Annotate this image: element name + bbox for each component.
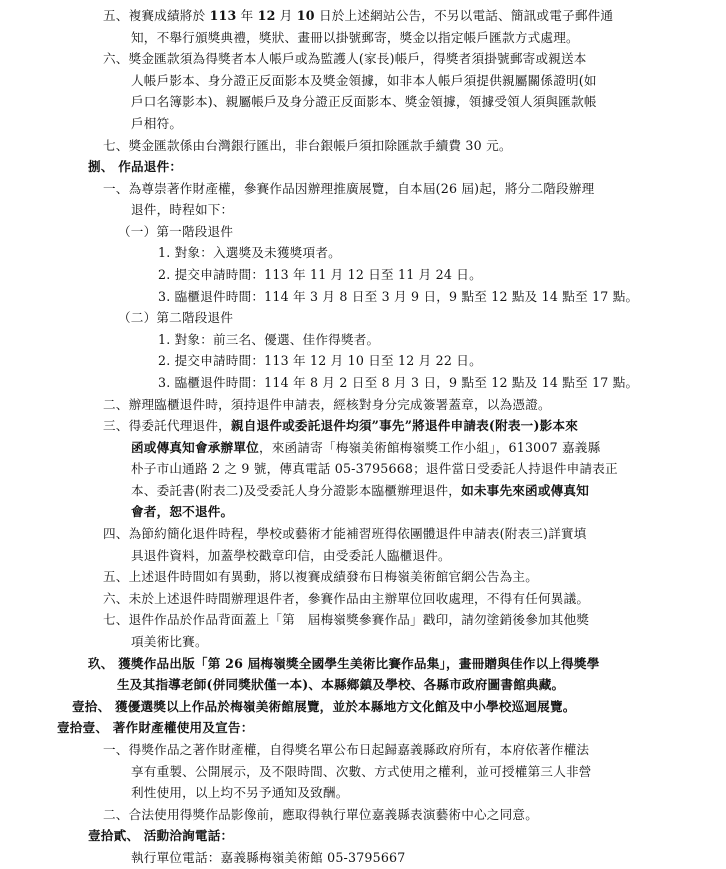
sec8-item-5: 五、上述退件時間如有異動，將以複賽成績發布日梅嶺美術館官網公告為主。 — [103, 569, 538, 584]
sec8-item-3-line-4: 本、委託書(附表二)及受委託人身分證影本臨櫃辦理退件，如未事先來函或傳真知 — [131, 483, 590, 498]
stage-2-target: 1. 對象：前三名、優選、佳作得獎者。 — [158, 332, 380, 347]
stage-2-apply-time: 2. 提交申請時間：113 年 12 月 10 日至 12 月 22 日。 — [158, 353, 482, 368]
item-6-line-3: 戶口名簿影本)、親屬帳戶及身分證正反面影本、獎金領據，領據受領人須與匯款帳 — [131, 94, 597, 109]
item-6-line-4: 戶相符。 — [131, 116, 183, 131]
sec8-item-3-line-2: 函或傳真知會承辦單位，來函請寄「梅嶺美術館梅嶺獎工作小組」，613007 嘉義縣 — [131, 440, 601, 455]
item-6-line-2: 人帳戶影本、身分證正反面影本及獎金領據，如非本人帳戶須提供親屬關係證明(如 — [131, 73, 597, 88]
stage-2-counter-time: 3. 臨櫃退件時間：114 年 8 月 2 日至 8 月 3 日，9 點至 12 點及 14 點至 17 點。 — [158, 375, 639, 390]
sec8-item-7-line-2: 項美術比賽。 — [131, 634, 208, 649]
sec11-item-1-line-1: 一、得獎作品之著作財產權，自得獎名單公布日起歸嘉義縣政府所有，本府依著作權法 — [103, 742, 590, 757]
section-9-line-2: 生及其指導老師(併同獎狀僅一本)、本縣鄉鎮及學校、各縣市政府圖書館典藏。 — [117, 677, 565, 692]
stage-2-title: （二）第二階段退件 — [118, 310, 234, 325]
sec8-item-3-line-1: 三、得委託代理退件，親自退件或委託退件均須”事先”將退件申請表(附表一)影本來 — [103, 418, 579, 433]
item-5-line-2: 知，不舉行頒獎典禮，獎狀、畫冊以掛號郵寄，獎金以指定帳戶匯款方式處理。 — [131, 30, 579, 45]
section-10: 壹拾、 獲優選獎以上作品於梅嶺美術館展覽，並於本縣地方文化館及中小學校巡迴展覽。 — [72, 699, 576, 714]
sec8-item-2: 二、辦理臨櫃退件時，須持退件申請表，經核對身分完成簽署蓋章，以為憑證。 — [103, 397, 551, 412]
section-12-heading: 壹拾貳、 活動洽詢電話： — [88, 828, 234, 843]
item-6-line-1: 六、獎金匯款須為得獎者本人帳戶或為監護人(家長)帳戶，得獎者須掛號郵寄或親送本 — [103, 51, 587, 66]
sec8-item-4-line-1: 四、為節約簡化退件時程，學校或藝術才能補習班得依團體退件申請表(附表三)詳實填 — [103, 526, 587, 541]
contact-phone: 執行單位電話：嘉義縣梅嶺美術館 05-3795667 — [131, 850, 406, 865]
sec11-item-2: 二、合法使用得獎作品影像前，應取得執行單位嘉義縣表演藝術中心之同意。 — [103, 807, 538, 822]
stage-1-apply-time: 2. 提交申請時間：113 年 11 月 12 日至 11 月 24 日。 — [158, 267, 482, 282]
stage-1-target: 1. 對象：入選獎及未獲獎項者。 — [158, 245, 341, 260]
sec8-item-3-line-5: 會者，恕不退件。 — [131, 504, 234, 519]
item-5-line-1: 五、複賽成績將於 113 年 12 月 10 日於上述網站公告，不另以電話、簡訊或電子郵件通 — [103, 8, 614, 23]
section-11-heading: 壹拾壹、 著作財產權使用及宣告： — [57, 720, 254, 735]
sec8-item-6: 六、未於上述退件時間辦理退件者，參賽作品由主辦單位回收處理，不得有任何異議。 — [103, 591, 590, 606]
sec11-item-1-line-2: 享有重製、公開展示，及不限時間、次數、方式使用之權利，並可授權第三人非營 — [131, 764, 592, 779]
stage-1-title: （一）第一階段退件 — [118, 224, 234, 239]
section-9-line-1: 玖、 獲獎作品出版「第 26 屆梅嶺獎全國學生美術比賽作品集」，畫冊贈與佳作以上得獎學 — [88, 656, 600, 671]
section-8-heading: 捌、 作品退件： — [88, 159, 183, 174]
item-7-line-1: 七、獎金匯款係由台灣銀行匯出，非台銀帳戶須扣除匯款手續費 30 元。 — [103, 138, 512, 153]
sec8-item-1-line-1: 一、為尊崇著作財產權，參賽作品因辦理推廣展覽，自本屆(26 屆)起，將分二階段辦理 — [103, 181, 595, 196]
sec8-item-4-line-2: 具退件資料，加蓋學校戳章印信，由受委託人臨櫃退件。 — [131, 548, 451, 563]
sec8-item-1-line-2: 退件，時程如下： — [131, 202, 234, 217]
stage-1-counter-time: 3. 臨櫃退件時間：114 年 3 月 8 日至 3 月 9 日，9 點至 12 點及 14 點至 17 點。 — [158, 289, 639, 304]
sec11-item-1-line-3: 利性使用，以上均不另予通知及致酬。 — [131, 785, 349, 800]
sec8-item-3-line-3: 朴子市山通路 2 之 9 號，傳真電話 05-3795668；退件當日受委託人持退件申請表正 — [131, 461, 618, 476]
sec8-item-7-line-1: 七、退件作品於作品背面蓋上「第 屆梅嶺獎參賽作品」戳印，請勿塗銷後參加其他獎 — [103, 612, 590, 627]
